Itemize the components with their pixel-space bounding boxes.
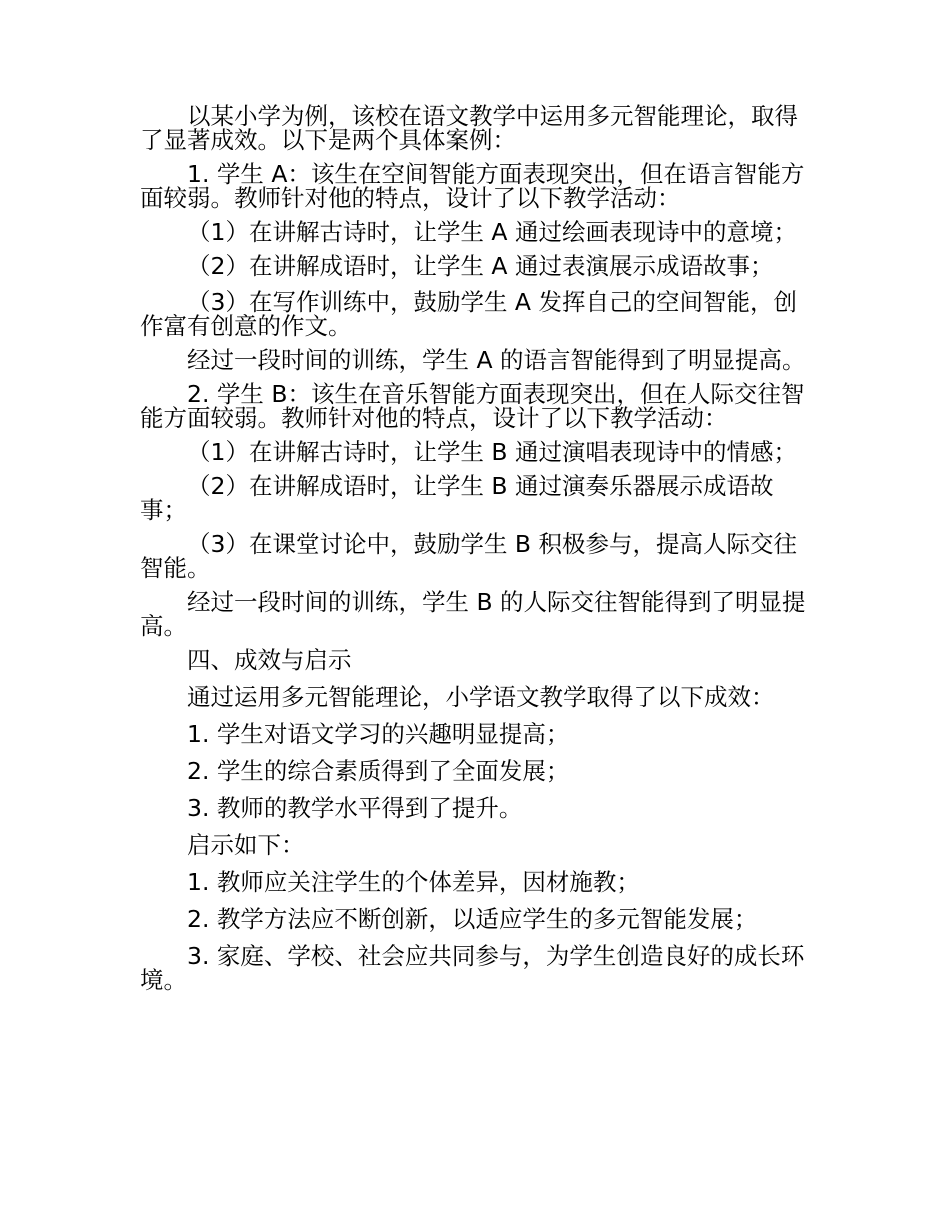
student-b-activity-3: （3）在课堂讨论中，鼓励学生 B 积极参与，提高人际交往智能。 bbox=[140, 530, 798, 582]
insight-item-1: 1. 教师应关注学生的个体差异，因材施教； bbox=[187, 868, 640, 896]
student-b-activity-1: （1）在讲解古诗时，让学生 B 通过演唱表现诗中的情感； bbox=[187, 438, 798, 466]
student-a-result: 经过一段时间的训练，学生 A 的语言智能得到了明显提高。 bbox=[187, 346, 806, 374]
student-a-activity-2: （2）在讲解成语时，让学生 A 通过表演展示成语故事； bbox=[187, 252, 774, 280]
insights-intro: 启示如下： bbox=[187, 831, 305, 859]
student-b-activity-2: （2）在讲解成语时，让学生 B 通过演奏乐器展示成语故事； bbox=[140, 472, 774, 524]
document-body bbox=[140, 104, 812, 1002]
result-item-1: 1. 学生对语文学习的兴趣明显提高； bbox=[187, 720, 570, 748]
student-a-paragraph: 1. 学生 A：该生在空间智能方面表现突出，但在语言智能方面较弱。教师针对他的特点，设计了以下教学活动： bbox=[140, 160, 805, 212]
student-a-activity-1: （1）在讲解古诗时，让学生 A 通过绘画表现诗中的意境； bbox=[187, 218, 797, 246]
result-item-3: 3. 教师的教学水平得到了提升。 bbox=[187, 794, 523, 822]
results-intro: 通过运用多元智能理论，小学语文教学取得了以下成效： bbox=[187, 683, 775, 711]
insight-item-3: 3. 家庭、学校、社会应共同参与，为学生创造良好的成长环境。 bbox=[140, 942, 805, 994]
student-a-activity-3: （3）在写作训练中，鼓励学生 A 发挥自己的空间智能，创作富有创意的作文。 bbox=[140, 288, 797, 340]
student-b-result: 经过一段时间的训练，学生 B 的人际交往智能得到了明显提高。 bbox=[140, 588, 806, 640]
student-b-paragraph: 2. 学生 B：该生在音乐智能方面表现突出，但在人际交往智能方面较弱。教师针对他的特点，设计了以下教学活动： bbox=[140, 380, 805, 432]
result-item-2: 2. 学生的综合素质得到了全面发展； bbox=[187, 757, 570, 785]
section-heading: 四、成效与启示 bbox=[187, 646, 352, 674]
case-intro-paragraph: 以某小学为例，该校在语文教学中运用多元智能理论，取得了显著成效。以下是两个具体案例： bbox=[140, 102, 798, 154]
insight-item-2: 2. 教学方法应不断创新，以适应学生的多元智能发展； bbox=[187, 905, 758, 933]
